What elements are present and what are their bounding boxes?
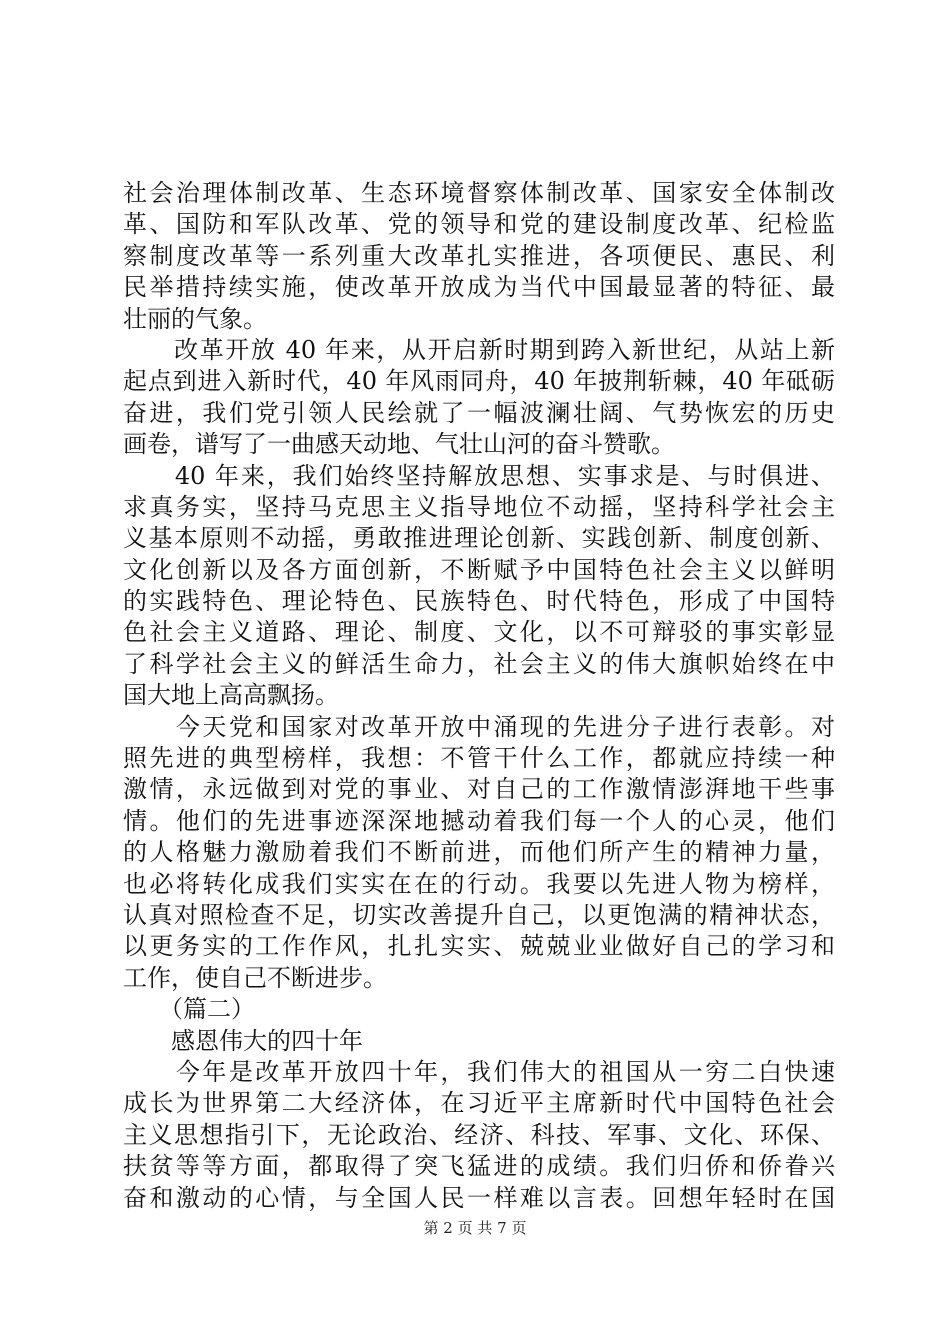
text-line: 情。他们的先进事迹深深地撼动着我们每一个人的心灵，他们	[123, 806, 835, 835]
text-line: （篇二）	[123, 995, 255, 1024]
text-line: 察制度改革等一系列重大改革扎实推进，各项便民、惠民、利	[123, 241, 835, 270]
text-line: 画卷，谱写了一曲感天动地、气壮山河的奋斗赞歌。	[123, 430, 675, 459]
text-line: 工作，使自己不断进步。	[123, 963, 387, 992]
page-footer: 第 2 页 共 7 页	[423, 1219, 527, 1237]
text-line: 认真对照检查不足，切实改善提升自己，以更饱满的精神状态，	[123, 900, 835, 929]
text-line: 社会治理体制改革、生态环境督察体制改革、国家安全体制改	[123, 179, 835, 207]
text-line: 义基本原则不动摇，勇敢推进理论创新、实践创新、制度创新、	[123, 524, 835, 553]
text-line: 壮丽的气象。	[123, 304, 267, 333]
body-text	[123, 178, 835, 1214]
text-line: 起点到进入新时代，40 年风雨同舟，40 年披荆斩棘，40 年砥砺	[123, 367, 835, 396]
text-line: 以更务实的工作作风，扎扎实实、兢兢业业做好自己的学习和	[123, 932, 835, 961]
text-line: 40 年来，我们始终坚持解放思想、实事求是、与时俱进、	[123, 461, 835, 490]
text-line: 的人格魅力激励着我们不断前进，而他们所产生的精神力量，	[123, 838, 835, 867]
text-line: 了科学社会主义的鲜活生命力，社会主义的伟大旗帜始终在中	[123, 649, 835, 678]
text-line: 今年是改革开放四十年，我们伟大的祖国从一穷二白快速	[123, 1057, 835, 1086]
text-line: 文化创新以及各方面创新，不断赋予中国特色社会主义以鲜明	[123, 555, 835, 584]
text-line: 感恩伟大的四十年	[123, 1026, 363, 1055]
text-line: 扶贫等等方面，都取得了突飞猛进的成绩。我们归侨和侨眷兴	[123, 1152, 835, 1181]
text-line: 奋和激动的心情，与全国人民一样难以言表。回想年轻时在国	[123, 1183, 835, 1212]
text-line: 革、国防和军队改革、党的领导和党的建设制度改革、纪检监	[123, 210, 835, 239]
text-line: 的实践特色、理论特色、民族特色、时代特色，形成了中国特	[123, 587, 835, 616]
text-line: 求真务实，坚持马克思主义指导地位不动摇，坚持科学社会主	[123, 492, 835, 521]
text-line: 国大地上高高飘扬。	[123, 681, 339, 710]
text-line: 改革开放 40 年来，从开启新时期到跨入新世纪，从站上新	[123, 335, 835, 364]
text-line: 奋进，我们党引领人民绘就了一幅波澜壮阔、气势恢宏的历史	[123, 398, 835, 427]
text-line: 民举措持续实施，使改革开放成为当代中国最显著的特征、最	[123, 273, 835, 302]
text-line: 激情，永远做到对党的事业、对自己的工作激情澎湃地干些事	[123, 775, 835, 804]
text-line: 也必将转化成我们实实在在的行动。我要以先进人物为榜样，	[123, 869, 835, 898]
text-line: 今天党和国家对改革开放中涌现的先进分子进行表彰。对	[123, 712, 835, 741]
text-line: 成长为世界第二大经济体，在习近平主席新时代中国特色社会	[123, 1089, 835, 1118]
text-line: 照先进的典型榜样，我想：不管干什么工作，都就应持续一种	[123, 744, 835, 773]
text-line: 主义思想指引下，无论政治、经济、科技、军事、文化、环保、	[123, 1120, 835, 1149]
text-line: 色社会主义道路、理论、制度、文化，以不可辩驳的事实彰显	[123, 618, 835, 647]
